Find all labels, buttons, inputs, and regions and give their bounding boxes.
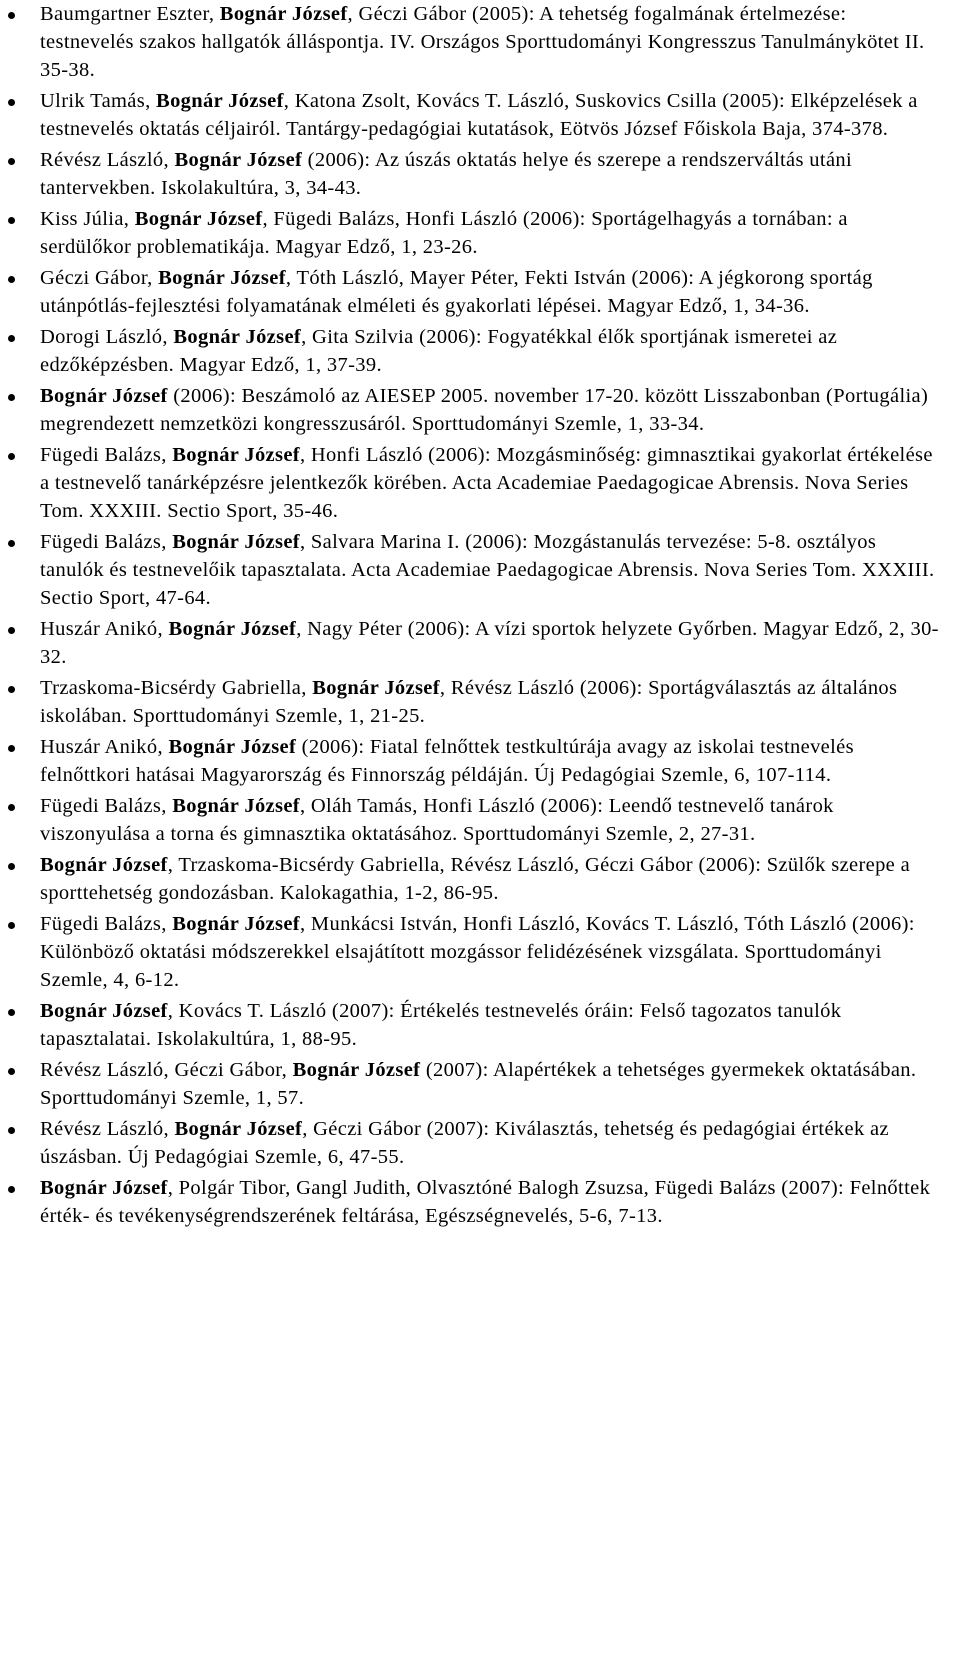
reference-item [0, 264, 960, 320]
reference-text: Huszár Anikó, [40, 736, 169, 758]
reference-text: Géczi Gábor, [40, 267, 159, 289]
bullet-icon [8, 1127, 15, 1134]
reference-item [0, 1056, 960, 1112]
highlighted-author: Bognár József [40, 385, 168, 407]
reference-item [0, 205, 960, 261]
highlighted-author: Bognár József [156, 90, 284, 112]
highlighted-author: Bognár József [292, 1059, 421, 1081]
bullet-icon [8, 745, 15, 752]
reference-text: , Kovács T. László (2007): Értékelés testnevelés óráin: Felső tagozatos tanulók tapasztalatai. Iskolakultúra, 1, 88-95. [40, 1000, 842, 1050]
highlighted-author: Bognár József [158, 267, 286, 289]
reference-text: (2006): Fiatal felnőttek testkultúrája avagy az iskolai testnevelés felnőttkori hatásai Magyarország és Finnország példáján. Új Pedagógiai Szemle, 6, 107-114. [40, 736, 854, 786]
reference-item [0, 997, 960, 1053]
reference-text: , Polgár Tibor, Gangl Judith, Olvasztóné Balogh Zsuzsa, Fügedi Balázs (2007): Felnőttek érték- és tevékenységrendszerének feltárása, Egészségnevelés, 5-6, 7-13. [40, 1177, 931, 1227]
reference-text: (2006): Az úszás oktatás helye és szerepe a rendszerváltás utáni tantervekben. Iskolakultúra, 3, 34-43. [40, 149, 853, 199]
reference-text: Fügedi Balázs, [40, 444, 173, 466]
highlighted-author: Bognár József [168, 618, 297, 640]
highlighted-author: Bognár József [40, 1177, 168, 1199]
bullet-icon [8, 276, 15, 283]
reference-text: Fügedi Balázs, [40, 795, 173, 817]
reference-text: Fügedi Balázs, [40, 913, 173, 935]
reference-item [0, 733, 960, 789]
reference-item [0, 1115, 960, 1171]
bullet-icon [8, 453, 15, 460]
reference-text: Fügedi Balázs, [40, 531, 173, 553]
bullet-icon [8, 12, 15, 19]
highlighted-author: Bognár József [40, 854, 168, 876]
reference-text: Révész László, Géczi Gábor, [40, 1059, 293, 1081]
reference-text: (2006): Beszámoló az AIESEP 2005. november 17-20. között Lisszabonban (Portugália) megrendezett nemzetközi kongresszusáról. Sporttudományi Szemle, 1, 33-34. [40, 385, 929, 435]
reference-text: , Salvara Marina I. (2006): Mozgástanulás tervezése: 5-8. osztályos tanulók és testnevelőik tapasztalata. Acta Academiae Paedagogicae Abrensis. Nova Series Tom. XXXIII. Sectio Sport, 47-64. [40, 531, 935, 609]
reference-item [0, 441, 960, 525]
reference-text: , Gita Szilvia (2006): Fogyatékkal élők sportjának ismeretei az edzőképzésben. Magyar Edző, 1, 37-39. [40, 326, 838, 376]
reference-item [0, 0, 960, 84]
reference-text: Baumgartner Eszter, [40, 3, 220, 25]
reference-text: , Nagy Péter (2006): A vízi sportok helyzete Győrben. Magyar Edző, 2, 30-32. [40, 618, 939, 668]
reference-text: Dorogi László, [40, 326, 174, 348]
highlighted-author: Bognár József [40, 1000, 168, 1022]
reference-text: , Géczi Gábor (2007): Kiválasztás, tehetség és pedagógiai értékek az úszásban. Új Pedagógiai Szemle, 6, 47-55. [40, 1118, 889, 1168]
bullet-icon [8, 686, 15, 693]
reference-text: , Munkácsi István, Honfi László, Kovács T. László, Tóth László (2006): Különböző oktatási módszerekkel elsajátított mozgássor felidézésének vizsgálata. Sporttudományi Szemle, 4, 6-12. [40, 913, 915, 991]
reference-text: Ulrik Tamás, [40, 90, 157, 112]
reference-text: , Géczi Gábor (2005): A tehetség fogalmának értelmezése: testnevelés szakos hallgatók álláspontja. IV. Országos Sporttudományi Kongresszus Tanulmánykötet II. 35-38. [40, 3, 925, 81]
highlighted-author: Bognár József [134, 208, 263, 230]
bullet-icon [8, 922, 15, 929]
reference-text: , Révész László (2006): Sportágválasztás az általános iskolában. Sporttudományi Szemle, 1, 21-25. [40, 677, 898, 727]
reference-item [0, 674, 960, 730]
reference-text: Kiss Júlia, [40, 208, 135, 230]
bullet-icon [8, 394, 15, 401]
highlighted-author: Bognár József [174, 149, 303, 171]
highlighted-author: Bognár József [172, 531, 300, 553]
highlighted-author: Bognár József [168, 736, 297, 758]
bullet-icon [8, 804, 15, 811]
bullet-icon [8, 1186, 15, 1193]
bullet-icon [8, 1009, 15, 1016]
reference-text: Huszár Anikó, [40, 618, 169, 640]
reference-item [0, 528, 960, 612]
reference-text: , Honfi László (2006): Mozgásminőség: gimnasztikai gyakorlat értékelése a testnevelő tanárképzésre jelentkezők körében. Acta Academiae Paedagogicae Abrensis. Nova Series Tom. XXXIII. Sectio Sport, 35-46. [40, 444, 933, 522]
reference-text: , Oláh Tamás, Honfi László (2006): Leendő testnevelő tanárok viszonyulása a torna és gimnasztika oktatásához. Sporttudományi Szemle, 2, 27-31. [40, 795, 834, 845]
bullet-icon [8, 627, 15, 634]
highlighted-author: Bognár József [312, 677, 440, 699]
reference-item [0, 382, 960, 438]
bullet-icon [8, 99, 15, 106]
reference-text: (2007): Alapértékek a tehetséges gyermekek oktatásában. Sporttudományi Szemle, 1, 57. [40, 1059, 917, 1109]
reference-item [0, 910, 960, 994]
highlighted-author: Bognár József [172, 795, 300, 817]
reference-text: , Trzaskoma-Bicsérdy Gabriella, Révész László, Géczi Gábor (2006): Szülők szerepe a sporttehetség gondozásban. Kalokagathia, 1-2, 86-95. [40, 854, 911, 904]
bullet-icon [8, 863, 15, 870]
reference-item [0, 1174, 960, 1230]
reference-item [0, 615, 960, 671]
reference-text: , Tóth László, Mayer Péter, Fekti István (2006): A jégkorong sportág utánpótlás-fejlesztési folyamatának elméleti és gyakorlati lépései. Magyar Edző, 1, 34-36. [40, 267, 873, 317]
bullet-icon [8, 335, 15, 342]
reference-item [0, 146, 960, 202]
highlighted-author: Bognár József [174, 1118, 303, 1140]
reference-text: Révész László, [40, 149, 175, 171]
bullet-icon [8, 158, 15, 165]
highlighted-author: Bognár József [173, 326, 302, 348]
highlighted-author: Bognár József [172, 913, 300, 935]
reference-item [0, 323, 960, 379]
reference-text: , Katona Zsolt, Kovács T. László, Suskovics Csilla (2005): Elképzelések a testnevelés oktatás céljairól. Tantárgy-pedagógiai kutatások, Eötvös József Főiskola Baja, 374-378. [40, 90, 918, 140]
reference-text: , Fügedi Balázs, Honfi László (2006): Sportágelhagyás a tornában: a serdülőkor problematikája. Magyar Edző, 1, 23-26. [40, 208, 848, 258]
reference-item [0, 87, 960, 143]
bullet-icon [8, 1068, 15, 1075]
reference-item [0, 792, 960, 848]
bullet-icon [8, 540, 15, 547]
reference-text: Trzaskoma-Bicsérdy Gabriella, [40, 677, 313, 699]
reference-text: Révész László, [40, 1118, 175, 1140]
bullet-icon [8, 217, 15, 224]
highlighted-author: Bognár József [219, 3, 348, 25]
reference-item [0, 851, 960, 907]
highlighted-author: Bognár József [172, 444, 300, 466]
